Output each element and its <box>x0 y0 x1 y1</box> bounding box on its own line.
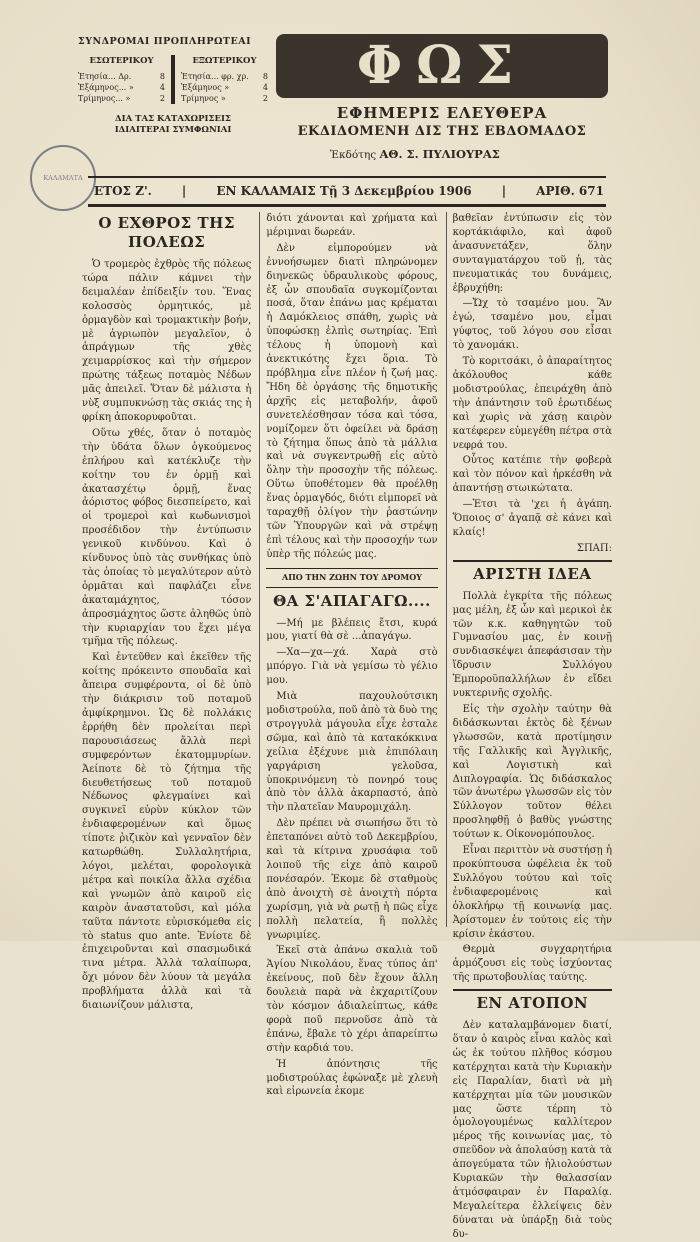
paragraph: Μιὰ παχουλούτσικη μοδιστρούλα, ποῦ ἀπὸ τὰ δυὸ της στρογγυλὰ μάγουλα εἶχε ἐσταλε σῶμα, καὶ ἀπὸ τὰ κατακόκκινα χείλια ἐξέχυνε μιὰ ἐπιπόλαιη γαργάριση γελοῦσα, ὑποκρινόμενη τὸ πονηρό τους ἀπὸ τὸν ἀλλὰ ἀκαρπαστό, ἀπὸ τὴν πλατεῖαν Μαυρομιχάλη. <box>266 691 438 814</box>
paragraph: Δὲν πρέπει νὰ σιωπήσω ὅτι τὸ ἐπεταπόνει αὐτὸ τοῦ Δεκεμβρίου, καὶ τὰ κίτρινα χρυσάφια τοῦ λοιποῦ τῆς εἰχε ἀπὸ καιροῦ πονέσαρόν. Ἐκομε δὲ σταθμοὺς ἀπὸ ἀνοιχτὴ σὲ ἀνοιχτὴ πόρτα χωρίσμη, γιὰ νὰ ρωτῇ ἡ πῶς εἶχε πολλὴ πελατεία, ἢ πολλὲς γνωριμίες. <box>266 818 438 941</box>
paragraph: Ὁ τρομερὸς ἐχθρὸς τῆς πόλεως τώρα πάλιν κάμνει τὴν δειμαλέαν ἐπίδειξίν του. Ἕνας κολοσσὸς ὁρμητικός, μὲ ὁρμαγδὸν καὶ τρομακτικὴν βοήν, μὲ ἀγριωπὸν μεγαλεῖον, ὁ ἀπράγμων τῆς χθὲς χειμαρρίσκος καὶ τὴν σήμερον πρώτης τάξεως ποταμὸς Νέδων μᾶς ἀπειλεῖ. Ὅταν δὲ μάλιστα ἡ νὺξ συμπυκνώσῃ τὰς σκιάς της ἡ φρίκη ἀποκορυφοῦται. <box>82 259 252 423</box>
exterior-rates <box>181 55 268 104</box>
paragraph: —Μή με βλέπεις ἔτσι, κυρά μου, γιατί θὰ σὲ ...ἀπαγάγω. <box>266 617 438 643</box>
section-kicker: ΑΠΟ ΤΗΝ ΖΩΗΝ ΤΟΥ ΔΡΟΜΟΥ <box>266 568 437 588</box>
publisher-name: ΑΘ. Σ. ΠΥΛΙΟΥΡΑΣ <box>379 147 500 161</box>
paragraph: Πολλὰ ἐγκρίτα τῆς πόλεως μας μέλη, ἐξ ὧν καὶ μερικοὶ ἐκ τῶν κ.κ. καθηγητῶν τοῦ Γυμνασίου μας, ἐν κοινῇ συνδιασκέψει ἀπεφάσισαν τὴν ἵδρυσιν Συλλόγου Ἐμποροϋπαλλήλων ἐν εἴδει νυκτερινῆς σχολῆς. <box>452 590 612 700</box>
separator: | <box>181 184 187 198</box>
paragraph: —Ὤχ τὸ τσαμένο μου. Ἂν ἐγώ, τσαμένο μου, εἶμαι γύφτος, τοῦ λόγου σου εἶσαι τὸ χανομάκι. <box>452 298 612 352</box>
issue-year: ΕΤΟΣ Ζ'. <box>94 184 152 198</box>
subscription-tables <box>78 55 268 104</box>
rate-row: Ἐτησία... Δρ. 8 <box>78 71 165 81</box>
issue-number: ΑΡΙΘ. 671 <box>536 184 604 198</box>
ads-notice: ΔΙΑ ΤΑΣ ΚΑΤΑΧΩΡΙΣΕΙΣ ΙΔΙΑΙΤΕΡΑΙ ΣΥΜΦΩΝΙΑΙ <box>114 113 232 135</box>
headline-enemy-of-city: Ο ΕΧΘΡΟΣ ΤΗΣ ΠΟΛΕΩΣ <box>98 214 235 251</box>
paragraph: Ἡ ἀπόντησις τῆς μοδιστρούλας ἐφώναξε μὲ χλευὴ καὶ εἰρωνεία ἐκομε <box>266 1058 438 1098</box>
column-3 <box>446 212 612 1240</box>
rate-row: Τρίμηνος » 2 <box>181 93 268 103</box>
paragraph: Τὸ κοριτσάκι, ὁ ἀπαραίτητος ἀκόλουθος κάθε μοδιστρούλας, ἐπειράχθη ἀπὸ τὴν ἀπάντησιν τοῦ ἐρωτιδέως καὶ χωρὶς νὰ χάσῃ καιρὸν κατέφερεν εὐμεγέθη πέτρα στὰ νεφρά του. <box>452 356 612 451</box>
rate-row: Ἑξάμηνος » 4 <box>181 82 268 92</box>
rule-top <box>88 176 606 178</box>
exterior-header: ΕΞΩΤΕΡΙΚΟΥ <box>192 56 257 66</box>
paragraph: Θερμὰ συγχαρητήρια ἁρμόζουσι εἰς τοὺς ἰσχύοντας τῆς πρωτοβουλίας ταύτης. <box>452 944 612 984</box>
column-1 <box>82 212 252 1012</box>
paragraph: διότι χάνονται καὶ χρήματα καὶ μέριμναι δωρεάν. <box>266 213 438 238</box>
issue-bar <box>94 184 604 198</box>
divider-bar <box>171 55 175 104</box>
paragraph: βαθεῖαν ἐντύπωσιν εἰς τὸν κορτάκιάφιλο, καὶ ἀφοῦ ἀνασυνετάξεν, ὅλην συνταγματάρχου τοῦ ᾐ, τὰς πνευματικάς του δυνάμεις, ἐβρυχήθη: <box>452 213 612 294</box>
paragraph: Καὶ ἐντεῦθεν καὶ ἐκεῖθεν τῆς κοίτης πρόκειντο σπουδαῖα καὶ ἄπειρα συμφέροντα, οἱ δὲ ὑπὸ τὴν διάκρισιν τοῦ ποταμοῦ ἀμφίκρημνοι. Ὡς δὲ πολλάκις ἐρρήθη δὲν προλείται περὶ παρουσιάσεως ἄλλὰ περὶ συμφερόντων ἑκατομμυρίων. Ἀείποτε δὲ τὸ ζήτημα τῆς διευθετήσεως τοῦ ποταμοῦ Νέδωνος φλεγμαίνει καὶ συγκινεῖ εὐρὺν κύκλον τῶν ἐνδιαφερομένων καὶ ὅμως τίποτε ῥιζικὸν καὶ γενναῖον δὲν κατωρθώθη. Συλλαλητήρια, λόγοι, μελέται, φορολογικὰ μέτρα καὶ ποικίλα ἄλλα σχέδια καὶ γνωμῶν ἀπὸ καιροῦ εἰς καιρὸν ἀναστατοῦσι, καὶ μόλα ταῦτα πάντοτε εὑρισκόμεθα εἰς τὸ status quo ante. Ἐνίοτε δὲ ἐπιχειροῦνται καὶ σπασμωδικά τινα μέτρα. Ἀλλὰ ταλαίπωρα, ὄχι μόνον δὲν λύουν τὰ μεγάλα προβλήματα ἀλλὰ καὶ τὰ διαιωνίζουν μάλιστα, <box>82 652 252 1012</box>
tagline-2: ΕΚΔΙΔΟΜΕΝΗ ΔΙΣ ΤΗΣ ΕΒΔΟΜΑΔΟΣ <box>297 124 587 139</box>
rate-row: Ἐτησία... φρ. χρ. 8 <box>181 71 268 81</box>
tagline-1: ΕΦΗΜΕΡΙΣ ΕΛΕΥΘΕΡΑ <box>336 104 548 122</box>
article-columns <box>82 212 612 1240</box>
library-stamp-icon: ΚΑΛΑΜΑΤΑ <box>30 145 96 211</box>
publisher-label: Ἐκδότης <box>330 149 377 161</box>
rate-row: Τρίμηνος... » 2 <box>78 93 165 103</box>
publisher-line <box>330 147 500 161</box>
headline-best-idea: ΑΡΙΣΤΗ ΙΔΕΑ <box>453 560 612 584</box>
rule-bottom <box>88 204 606 207</box>
signature: ΣΠΑΠ: <box>576 542 612 554</box>
paragraph: Οὗτος κατέπιε τὴν φοβερὰ καὶ τὸν πόνον καὶ ἠρκέσθη νὰ ἀπαντήσῃ στωικώτατα. <box>452 455 612 495</box>
paragraph: Δὲν καταλαμβάνομεν διατί, ὅταν ὁ καιρὸς εἶναι καλὸς καὶ ὡς ἐκ τούτου πλῆθος κόσμου κατέρχηται κατὰ τὴν Κυριακὴν εἰς Παραλίαν, διατὶ νὰ μὴ κατέρχηται μία τῶν μουσικῶν μας ὥστε τέρπη τὸ ὁμολογουμένως καλλίτερον μέρος τῆς κοινωνίας μας, τὸ σπεῦδον νὰ ἀπολαύσῃ κατὰ τὰ ἀπογεύματα τῶν ἡλιολούστων Κυριακῶν τὴν θαλασσίαν ἀτμόσφαιραν ἐν Παραλίᾳ. Μεγαλείτερα ἐλλείψεις δὲν δύναται νὰ ὑπάρξῃ διὰ τοὺς δυ- <box>452 1020 612 1240</box>
issue-place-date: ΕΝ ΚΑΛΑΜΑΙΣ Τῇ 3 Δεκεμβρίου 1906 <box>216 184 472 198</box>
subscriptions-title: ΣΥΝΔΡΟΜΑΙ ΠΡΟΠΛΗΡΩΤΕΑΙ <box>78 36 252 47</box>
paragraph: —Χα—χα—χά. Χαρὰ στὸ μπόργο. Γιὰ νὰ γεμίσω τὸ γέλιο μου. <box>266 647 438 687</box>
separator: | <box>501 184 507 198</box>
column-2 <box>259 212 438 1098</box>
headline-out-of-place: ΕΝ ΑΤΟΠΟΝ <box>453 989 612 1013</box>
paragraph: Εἰς τὴν σχολὴν ταύτην θὰ διδάσκωνται ἐκτὸς δὲ ξένων γλωσσῶν, κατὰ προτίμησιν τῆς Γαλλικῆς καὶ Ἀγγλικῆς, καὶ Λογιστικὴ καὶ Διπλογραφία. Ὡς διδάσκαλος τῶν ἀνωτέρω γλωσσῶν εἰς τὸν Σύλλογον τοῦτον θέλει προσληφθῇ ὁ βαθὺς γνώστης τούτων κ. Οἰκονομόπουλος. <box>452 704 612 841</box>
interior-rates <box>78 55 165 104</box>
newspaper-logo: ΦΩΣ <box>276 34 608 98</box>
subscriptions-box <box>78 36 268 136</box>
interior-header: ΕΣΩΤΕΡΙΚΟΥ <box>89 56 154 66</box>
paragraph: Εἶναι περιττὸν νὰ συστήσῃ ἡ προκύπτουσα ὠφέλεια ἐκ τοῦ Συλλόγου τούτου καὶ τοῖς ἐνδιαφερομένοις καὶ ὁλοκλήρῳ τῇ κοινωνίᾳ μας. Ἀρίστομεν ἐν τούτοις εἰς τὴν κρίσιν ἑκάστου. <box>452 845 612 940</box>
paragraph: Δὲν εἰμπορούμεν νὰ ἐννοήσωμεν διατὶ πληρώνομεν διηνεκῶς ὑδραυλικοὺς φόρους, ἐξ ὧν σπουδαῖα συγκομίζονται ποσά, ὅταν ἐπάνω μας κρέμαται ἡ Δαμόκλειος σπάθη, χωρὶς νὰ ὑποφώσκῃ ἐλπὶς σωτηρίας. Ἐπὶ τέλους ἡ ὑπομονὴ καὶ ἀνεκτικότης ἔχει ὅρια. Τὸ πρόβλημα εἶνε πλέον ἡ ζωή μας. Ἤδη δὲ ὀργάσης τῆς δημοτικῆς ἀρχῆς εἰς μεταβολήν, ἀφοῦ συνετελέσθησαν τόσα καὶ τόσα, νομίζομεν ὅτι ὀφείλει νὰ δράσῃ τὸ ζήτημα ὅπως ἀπὸ τὰ μάλλια καὶ νὰ συγκεντρωθῇ εἰς αὐτὸ ὅλην τὴν προσοχὴν τῆς πόλεως. Οὕτω ὑποθέτομεν θὰ προέλθῃ ἕνας ὁρμαγδός, διότι εἰμπορεῖ νὰ ταραχθῇ ὀλίγον τὴν ῥαστώνην τῶν Ὑπουργῶν καὶ νὰ στρέψῃ ἐπὶ τέλους καὶ τὴν προσοχήν των ὑπὲρ τῆς πόλεώς μας. <box>266 242 438 560</box>
paragraph: Οὕτω χθές, ὅταν ὁ ποταμὸς τὴν ὑδάτα ὅλων ὀγκούμενος ἐπλήρου καὶ κατέκλυζε τὴν κοίτην του ἐν ὁρμῇ καὶ ἀκατασχέτῳ ὁρμῇ, ἕνας ἀόριστος φόβος διεσπείρετο, καὶ οἱ τρομεροὶ καὶ κωδωνισμοὶ προσέδιδον τὴν ἐντύπωσιν γενικοῦ κινδύνου. Καὶ ὁ κίνδυνος ὑπὸ τὰς συνθήκας ὑπὸ τὰς ὁποίας τὸ μεγαλύτερον αὐτὸ ὁρμᾶται καὶ παφλάζει εἶνε ἀκαταμάχητος, τόσον ἀπροσμάχητος ὥστε ἀληθῶς ὑπὸ τὴν κυριαρχίαν του ἔχει μέγα τμῆμα τῆς πόλεως. <box>82 427 252 648</box>
rate-row: Ἑξάμηνος... » 4 <box>78 82 165 92</box>
paragraph: —Ἐτσι τὰ 'χει ἡ ἀγάπη. Ὅποιος σ' ἀγαπᾷ σὲ κάνει καὶ κλαίς! <box>452 499 612 538</box>
headline-abduct: ΘΑ Σ'ΑΠΑΓΑΓΩ.... <box>273 591 431 610</box>
paragraph: Ἐκεῖ στὰ ἀπάνω σκαλιὰ τοῦ Ἁγίου Νικολάου, ἕνας τύπος ἀπ' ἐκείνους, ποῦ δὲν ἔχουν ἄλλη δουλειὰ παρὰ νὰ ἐκχαριτίζουν τὸν κόσμον ἀδιαλείπτως, κάθε φορὰ ποῦ περνοῦσε ἀπὸ τὰ ἐπάνω, ἔβαλε τὸ χέρι ἀπαρείπτω στὴν καρδιά του. <box>266 945 438 1054</box>
